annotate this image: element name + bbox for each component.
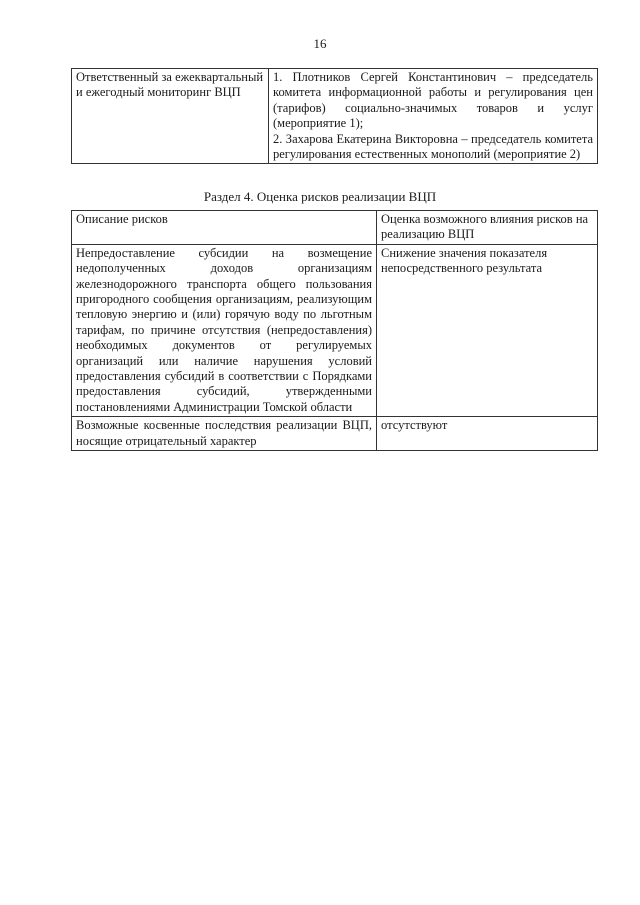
table-row: [72, 244, 598, 416]
table-row: [72, 417, 598, 451]
risks-table: [71, 210, 598, 451]
responsible-person-1: 1. Плотников Сергей Константинович – председатель комитета информационной работы и регулирования цен (тарифов) социально-значимых товаров и услуг (мероприятие 1);: [273, 70, 593, 131]
table-row: [72, 69, 598, 164]
page-number: 16: [313, 36, 327, 51]
risk-impact: Снижение значения показателя непосредственного результата: [377, 244, 598, 416]
risk-description: Непредоставление субсидии на возмещение недополученных доходов организациям железнодорожного транспорта общего пользования пригородного сообщения организациям, реализующим тепловую энергию и (или) горячую воду по льготным тарифам, по причине отсутствия (непредоставления) необходимых документов от регулируемых организаций или наличие нарушения условий предоставления субсидий в соответствии с Порядками предоставления субсидий, утвержденными постановлениями Администрации Томской области: [72, 244, 377, 416]
table-header-row: [72, 211, 598, 245]
responsibility-table: [71, 68, 598, 164]
header-risk-impact: Оценка возможного влияния рисков на реализацию ВЦП: [377, 211, 598, 245]
responsible-person-2: 2. Захарова Екатерина Викторовна – председатель комитета регулирования естественных монополий (мероприятие 2): [273, 131, 593, 162]
risk-impact: отсутствуют: [377, 417, 598, 451]
section-title: Раздел 4. Оценка рисков реализации ВЦП: [203, 189, 437, 204]
header-risk-description: Описание рисков: [72, 211, 377, 245]
risk-description: Возможные косвенные последствия реализации ВЦП, носящие отрицательный характер: [72, 417, 377, 451]
responsibility-label: Ответственный за ежеквартальный и ежегодный мониторинг ВЦП: [72, 69, 269, 164]
responsibility-persons: [269, 69, 598, 164]
